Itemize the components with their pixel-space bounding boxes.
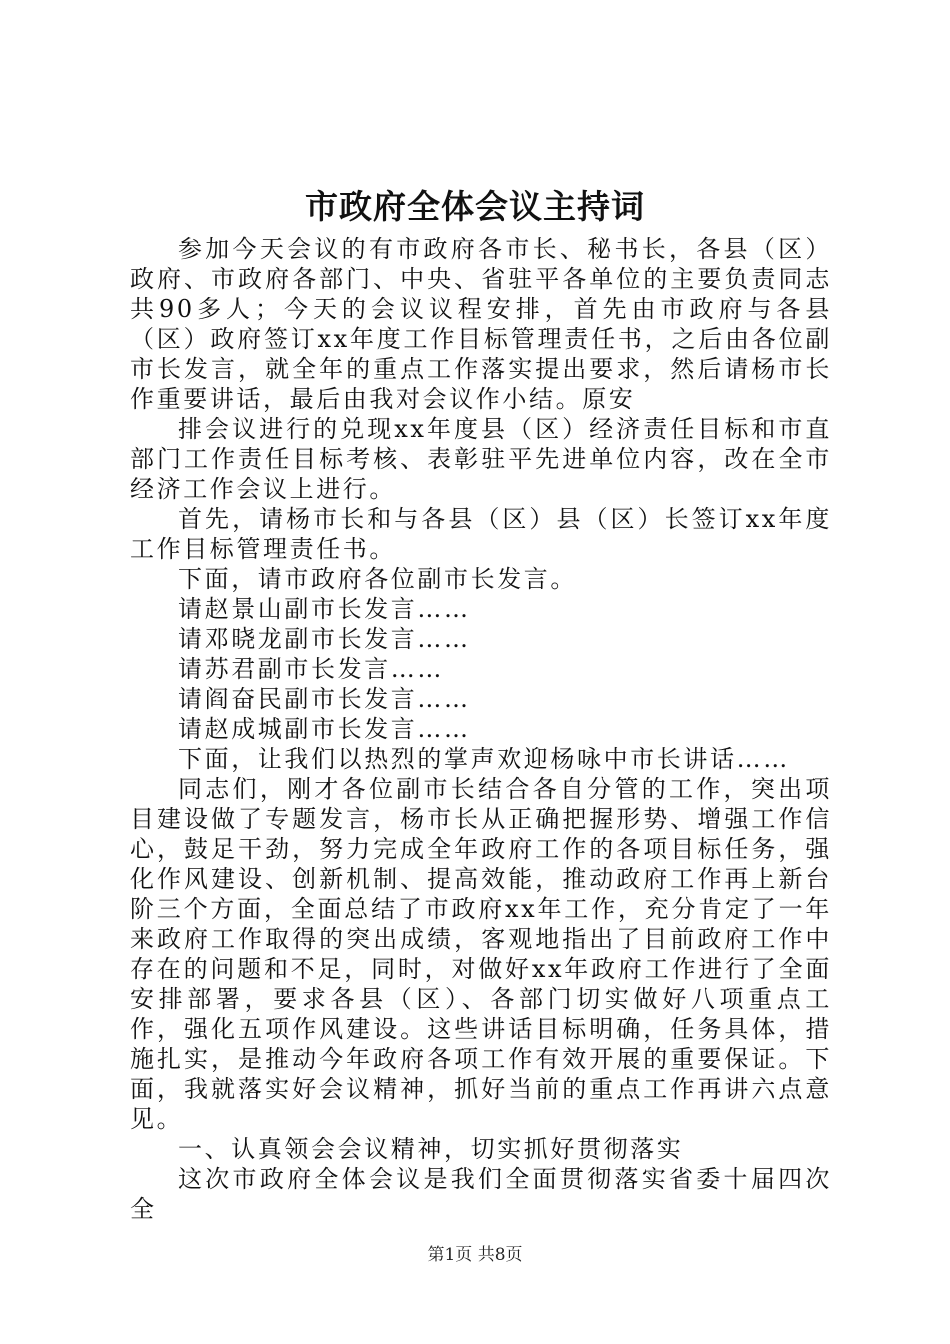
paragraph: 请赵成城副市长发言……	[178, 715, 471, 743]
paragraph: 请苏君副市长发言……	[178, 655, 444, 683]
paragraph: 请赵景山副市长发言……	[178, 595, 471, 623]
paragraph: 下面，请市政府各位副市长发言。	[178, 565, 577, 593]
paragraph: 首先，请杨市长和与各县（区）县（区）长签订xx年度工作目标管理责任书。	[130, 505, 832, 563]
paragraph: 下面，让我们以热烈的掌声欢迎杨咏中市长讲话……	[178, 745, 790, 773]
paragraph: 同志们，刚才各位副市长结合各自分管的工作，突出项目建设做了专题发言，杨市长从正确把握形势、增强工作信心，鼓足干劲，努力完成全年政府工作的各项目标任务，强化作风建设、创新机制、提高效能，推动政府工作再上新台阶三个方面，全面总结了市政府xx年工作，充分肯定了一年来政府工作取得的突出成绩，客观地指出了目前政府工作中存在的问题和不足，同时，对做好xx年政府工作进行了全面安排部署，要求各县（区）、各部门切实做好八项重点工作，强化五项作风建设。这些讲话目标明确，任务具体，措施扎实，是推动今年政府各项工作有效开展的重要保证。下面，我就落实好会议精神，抓好当前的重点工作再讲六点意见。	[130, 775, 832, 1133]
document-body	[130, 234, 832, 1224]
section-heading: 一、认真领会会议精神，切实抓好贯彻落实	[178, 1135, 684, 1163]
paragraph: 这次市政府全体会议是我们全面贯彻落实省委十届四次全	[130, 1165, 832, 1223]
paragraph: 参加今天会议的有市政府各市长、秘书长，各县（区）政府、市政府各部门、中央、省驻平各单位的主要负责同志共90多人；今天的会议议程安排，首先由市政府与各县（区）政府签订xx年度工作目标管理责任书，之后由各位副市长发言，就全年的重点工作落实提出要求，然后请杨市长作重要讲话，最后由我对会议作小结。原安	[130, 235, 832, 413]
paragraph: 请邓晓龙副市长发言……	[178, 625, 471, 653]
paragraph: 请阎奋民副市长发言……	[178, 685, 471, 713]
document-title: 市政府全体会议主持词	[305, 187, 645, 226]
paragraph: 排会议进行的兑现xx年度县（区）经济责任目标和市直部门工作责任目标考核、表彰驻平先进单位内容，改在全市经济工作会议上进行。	[130, 415, 832, 503]
page-number-footer: 第1页 共8页	[427, 1245, 523, 1265]
